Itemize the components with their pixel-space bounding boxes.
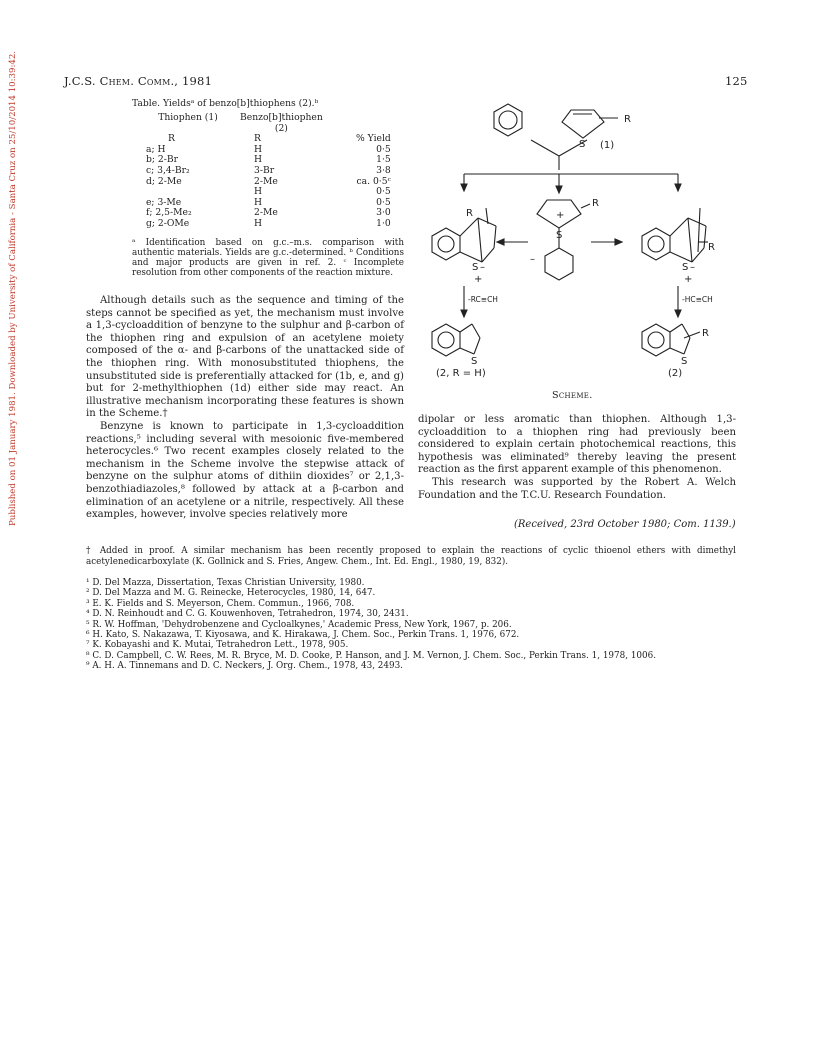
table-cell: f; 2,5-Me₂ (146, 207, 192, 219)
paragraph: Benzyne is known to participate in 1,3-cycloaddition reactions,⁵ including several with mesoionic five-membered heterocycles.⁶ Two recent examples closely related to the mechanism in the Scheme involve the stepwise attack of benzyne on the sulphur atoms of dithiin dioxides⁷ or 2,1,3-benzothiadiazoles,⁸ followed by attack at a β-carbon and elimination of an acetylene or a nitrile, respectively. All these examples, however, involve species relatively more (86, 420, 404, 521)
reference-item: ⁵ R. W. Hoffman, 'Dehydrobenzene and Cycloalkynes,' Academic Press, New York, 1967, p. 206. (86, 619, 512, 630)
scheme-label: + (556, 210, 565, 221)
reference-item: ⁶ H. Kato, S. Nakazawa, T. Kiyosawa, and K. Hirakawa, J. Chem. Soc., Perkin Trans. 1, 1976, 672. (86, 630, 520, 641)
table-footnote: ᵃ Identification based on g.c.–m.s. comparison with authentic materials. Yields are g.c.-determined. ᵇ Conditions and major products are given in ref. 2. ᶜ Incomplete resolution from other components of the reaction mixture. (132, 237, 404, 279)
table-head: Benzo[b]thiophen (2) (240, 112, 323, 134)
scheme-label: + (474, 274, 483, 285)
scheme-label: R (702, 328, 709, 339)
scheme-label: R (708, 242, 715, 253)
table-cell: H (254, 154, 263, 166)
reference-item: ⁴ D. N. Reinhoudt and C. G. Kouwenhoven, Tetrahedron, 1974, 30, 2431. (86, 609, 409, 620)
download-notice: Published on 01 January 1981. Downloaded by University of California - Santa Cruz on 25/10/2014 10:39:42. (8, 50, 18, 526)
paragraph: dipolar or less aromatic than thiophen. Although 1,3-cycloaddition to a thiophen ring had previously been considered to explain certain photochemical reactions, this hypothesis was eliminated⁹ thereby leaving the present reaction as the first apparent example of this phenomenon. (418, 414, 736, 476)
added-in-proof: † Added in proof. A similar mechanism has been recently proposed to explain the reactions of cyclic thioenol ethers with dimethyl acetylenedicarboxylate (K. Gollnick and S. Fries, Angew. Chem., Int. Ed. Engl., 1980, 19, 832). (86, 546, 736, 568)
table-cell: H (254, 186, 263, 198)
paragraph: This research was supported by the Robert A. Welch Foundation and the T.C.U. Research Foundation. (418, 476, 736, 501)
table-head: % Yield (356, 133, 391, 145)
table-cell: 3·8 (376, 164, 391, 176)
table-head: R (168, 133, 175, 145)
table-caption: Table. Yieldsᵃ of benzo[b]thiophens (2).ᵇ (132, 98, 319, 109)
reaction-scheme (416, 92, 736, 392)
reference-item: ² D. Del Mazza and M. G. Reinecke, Heterocycles, 1980, 14, 647. (86, 588, 376, 599)
scheme-label: R (466, 208, 473, 219)
table-cell: g; 2-OMe (146, 217, 190, 229)
table-cell: H (254, 217, 263, 229)
reference-item: ⁷ K. Kobayashi and K. Mutai, Tetrahedron Lett., 1978, 905. (86, 640, 349, 651)
table-cell: e; 3-Me (146, 196, 182, 208)
left-column (86, 295, 404, 522)
table-cell: 1·0 (376, 217, 391, 229)
received-note: (Received, 23rd October 1980; Com. 1139.) (514, 519, 736, 530)
table-cell: b; 2-Br (146, 154, 178, 166)
table-row (140, 219, 395, 230)
table-cell: H (254, 143, 263, 155)
scheme-label: S (579, 139, 586, 150)
yield-table (132, 98, 412, 279)
table-cell: 2-Me (254, 207, 278, 219)
table-cell: c; 3,4-Br₂ (146, 164, 190, 176)
scheme-label: + (684, 274, 693, 285)
reagent-right: -HC≡CH (682, 295, 713, 304)
scheme-label: R (624, 114, 631, 125)
benzene-ring (494, 104, 522, 136)
reference-item: ¹ D. Del Mazza, Dissertation, Texas Christian University, 1980. (86, 578, 365, 588)
table-cell: a; H (146, 143, 166, 155)
scheme-label: R (592, 198, 599, 209)
table-row (140, 166, 395, 177)
scheme-label: – (530, 254, 535, 265)
reference-item: ³ E. K. Fields and S. Meyerson, Chem. Commun., 1966, 708. (86, 598, 355, 609)
table-head (327, 113, 395, 134)
table-cell: 1·5 (376, 154, 391, 166)
scheme-label: S (471, 356, 478, 367)
product-label-left: (2, R = H) (436, 368, 486, 379)
table-cell: ca. 0·5ᶜ (356, 175, 391, 187)
references (86, 578, 736, 672)
table-head: R (254, 133, 261, 145)
scheme-label: S (682, 262, 689, 273)
scheme-label: (1) (600, 140, 615, 151)
scheme-label: – (480, 262, 485, 273)
reference-item: ⁹ A. H. A. Tinnemans and D. C. Neckers, J. Org. Chem., 1978, 43, 2493. (86, 661, 403, 672)
table-row (140, 177, 395, 188)
scheme-label: S (681, 356, 688, 367)
paragraph: Although details such as the sequence and timing of the steps cannot be specified as yet, the mechanism must involve a 1,3-cycloaddition of benzyne to the sulphur and β-carbon of the thiophen ring and expulsion of an acetylene moiety composed of the α- and β-carbons of the unattacked side of the thiophen ring. With monosubstituted thiophens, the unsubstituted side is preferentially attacked for (1b, e, and g) but for 2-methylthiophen (1d) either side may react. An illustrative mechanism incorporating these features is shown in the Scheme.† (86, 295, 404, 420)
table-cell: 0·5 (376, 143, 391, 155)
reagent-left: -RC≡CH (468, 295, 498, 304)
table-cell: d; 2-Me (146, 175, 182, 187)
product-label-right: (2) (668, 368, 683, 379)
table-head: Thiophen (1) (158, 112, 218, 123)
page-number: 125 (725, 74, 748, 88)
table-cell: 0·5 (376, 196, 391, 208)
scheme-caption: Scheme. (552, 390, 593, 401)
reference-item: ⁸ C. D. Campbell, C. W. Rees, M. R. Bryce, M. D. Cooke, P. Hanson, and J. M. Vernon, J. Chem. Soc., Perkin Trans. 1, 1978, 1006. (86, 650, 657, 661)
table-row (140, 145, 395, 156)
right-column (418, 414, 736, 502)
scheme-label: – (690, 262, 695, 273)
journal-header: J.C.S. Chem. Comm., 1981 (64, 74, 213, 88)
table-cell: 3·0 (376, 207, 391, 219)
table-cell: 0·5 (376, 186, 391, 198)
scheme-label: S (556, 230, 563, 241)
table-cell: 3-Br (254, 164, 275, 176)
scheme-label: S (472, 262, 479, 273)
table-cell: 2-Me (254, 175, 278, 187)
table-grid (140, 113, 395, 230)
table-cell: H (254, 196, 263, 208)
